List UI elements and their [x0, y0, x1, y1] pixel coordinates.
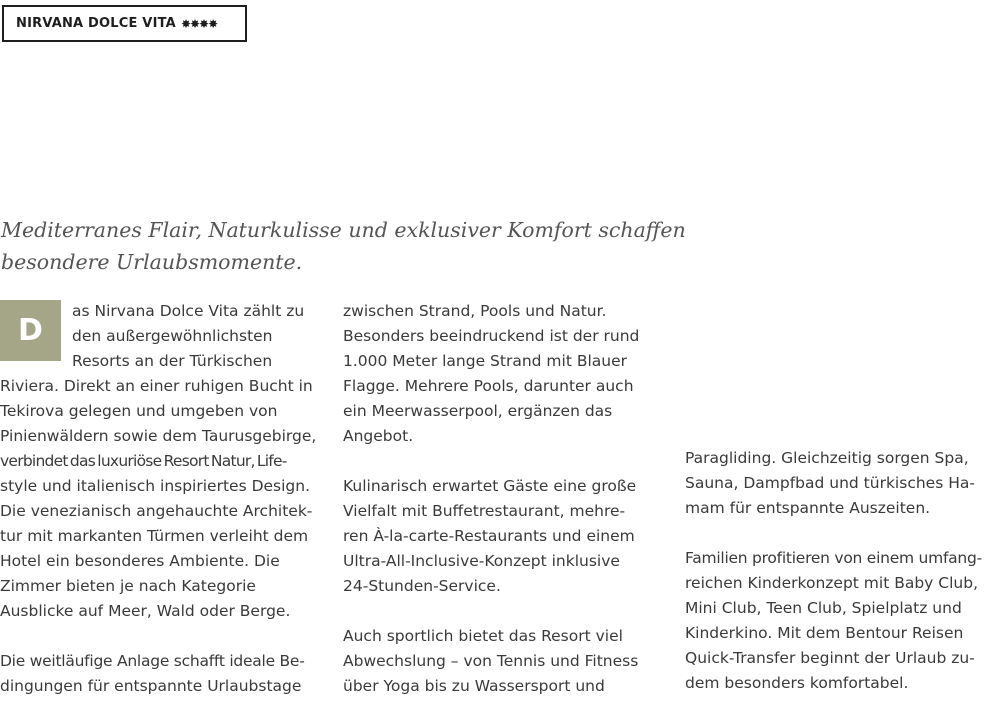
text-line: Tekirova gelegen und umgeben von [0, 402, 278, 420]
paragraph [0, 649, 316, 699]
text-line: Die weitläufige Anlage schafft ideale Be- [0, 652, 305, 670]
hotel-name-badge [2, 5, 247, 42]
text-line: 1.000 Meter lange Strand mit Blauer [343, 352, 628, 370]
text-line: Vielfalt mit Buffetrestaurant, mehre- [343, 502, 626, 520]
text-line: mam für entspannte Auszeiten. [685, 499, 931, 517]
text-line: ren À-la-carte-Restaurants und einem [343, 527, 635, 545]
text-line: verbindet das luxuriöse Resort Natur, Life- [0, 452, 287, 470]
paragraph [685, 446, 997, 521]
text-line: as Nirvana Dolce Vita zählt zu [72, 302, 305, 320]
text-line: Riviera. Direkt an einer ruhigen Bucht in [0, 377, 313, 395]
text-column-3 [685, 446, 997, 721]
text-line: Quick-Transfer beginnt der Urlaub zu- [685, 649, 975, 667]
text-line: Abwechslung – von Tennis und Fitness [343, 652, 639, 670]
text-line: tur mit markanten Türmen verleiht dem [0, 527, 309, 545]
text-line: Zimmer bieten je nach Kategorie [0, 577, 256, 595]
text-line: den außergewöhnlichsten [72, 327, 273, 345]
paragraph [685, 546, 997, 696]
text-line: Auch sportlich bietet das Resort viel [343, 627, 623, 645]
text-line: Familien profitieren von einem umfang- [685, 549, 982, 567]
text-line: über Yoga bis zu Wassersport und [343, 677, 605, 695]
text-line: Angebot. [343, 427, 414, 445]
lead-paragraph [1, 214, 686, 278]
text-column-1 [0, 299, 316, 724]
drop-cap: D [0, 300, 61, 361]
text-line: Pinienwäldern sowie dem Taurusgebirge, [0, 427, 317, 445]
text-line: style und italienisch inspiriertes Design. [0, 477, 311, 495]
lead-line: Mediterranes Flair, Naturkulisse und exklusiver Komfort schaffen [1, 218, 686, 242]
text-line: Hotel ein besonderes Ambiente. Die [0, 552, 280, 570]
text-line: Ultra-All-Inclusive-Konzept inklusive [343, 552, 620, 570]
lead-line: besondere Urlaubsmomente. [1, 250, 303, 274]
text-line: reichen Kinderkonzept mit Baby Club, [685, 574, 978, 592]
text-line: 24-Stunden-Service. [343, 577, 501, 595]
text-line: Flagge. Mehrere Pools, darunter auch [343, 377, 634, 395]
text-line: ein Meerwasserpool, ergänzen das [343, 402, 613, 420]
paragraph [343, 624, 649, 699]
text-line: zwischen Strand, Pools und Natur. [343, 302, 607, 320]
text-line: Kulinarisch erwartet Gäste eine große [343, 477, 637, 495]
paragraph [343, 299, 649, 449]
text-line: Die venezianisch angehauchte Architek- [0, 502, 313, 520]
text-line: Ausblicke auf Meer, Wald oder Berge. [0, 602, 291, 620]
star-rating-icon: ✸✸✸✸ [180, 16, 218, 31]
text-line: Kinderkino. Mit dem Bentour Reisen [685, 624, 964, 642]
text-column-2 [343, 299, 649, 724]
text-line: dingungen für entspannte Urlaubstage [0, 677, 302, 695]
text-line: Besonders beeindruckend ist der rund [343, 327, 640, 345]
hotel-name: NIRVANA DOLCE VITA [16, 16, 176, 31]
paragraph [0, 299, 316, 624]
text-line: Mini Club, Teen Club, Spielplatz und [685, 599, 962, 617]
text-line: dem besonders komfortabel. [685, 674, 909, 692]
text-line: Paragliding. Gleichzeitig sorgen Spa, [685, 449, 969, 467]
paragraph [343, 474, 649, 599]
text-line: Resorts an der Türkischen [72, 352, 273, 370]
text-line: Sauna, Dampfbad und türkisches Ha- [685, 474, 975, 492]
